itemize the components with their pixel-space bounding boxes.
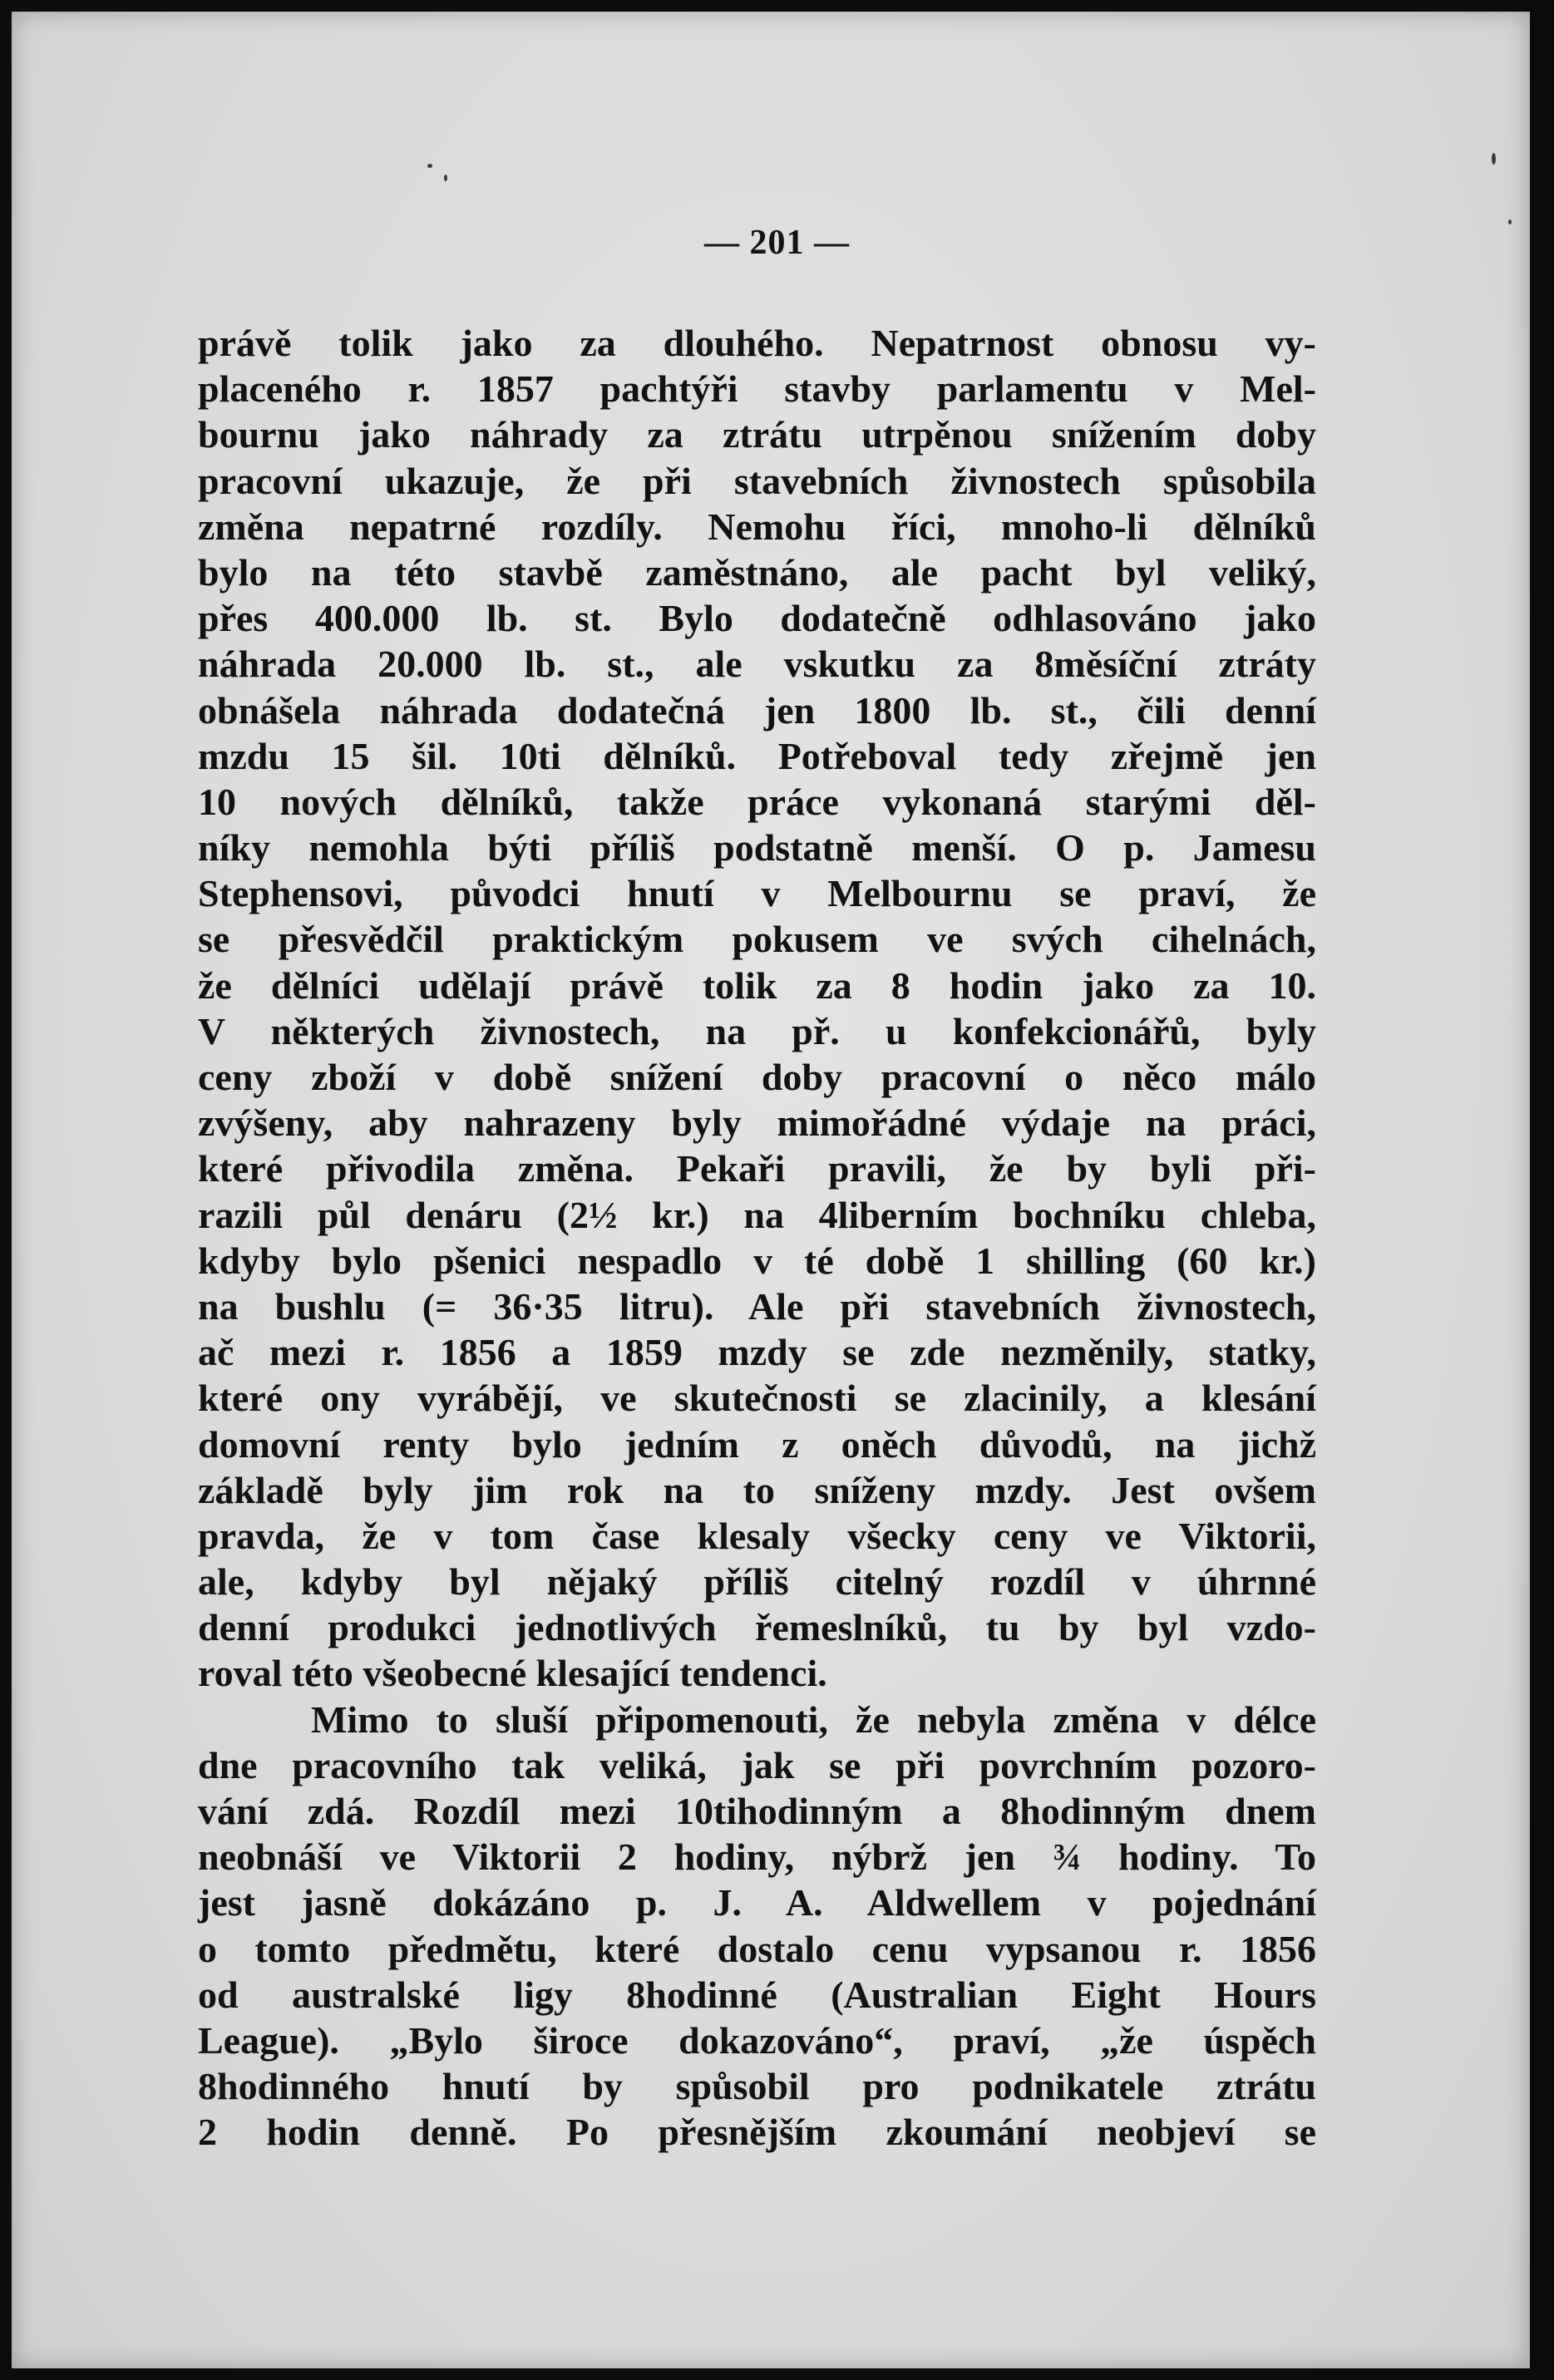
text-line: ale, kdyby byl nějaký příliš citelný rozdíl v úhrnné [198, 1560, 1316, 1604]
text-line: zvýšeny, aby nahrazeny byly mimořádné výdaje na práci, [198, 1101, 1316, 1145]
text-line: roval této všeobecné klesající tendenci. [198, 1652, 827, 1695]
text-line: ceny zboží v době snížení doby pracovní o něco málo [198, 1056, 1316, 1098]
text-line: 8hodinného hnutí by spůsobil pro podnikatele ztrátu [198, 2065, 1316, 2108]
text-line: změna nepatrné rozdíly. Nemohu říci, mnoho-li dělníků [198, 505, 1316, 548]
ink-speck [1492, 153, 1496, 165]
text-line: na bushlu (= 36·35 litru). Ale při stavebních živnostech, [198, 1284, 1316, 1328]
text-line: bylo na této stavbě zaměstnáno, ale pacht byl veliký, [198, 550, 1316, 594]
text-line: které ony vyrábějí, ve skutečnosti se zlacinily, a klesání [198, 1377, 1316, 1420]
text-line: 10 nových dělníků, takže práce vykonaná starými děl- [198, 780, 1316, 823]
text-line: razili půl denáru (2½ kr.) na 4liberním bochníku chleba, [198, 1193, 1316, 1236]
text-line: náhrada 20.000 lb. st., ale vskutku za 8měsíční ztráty [198, 643, 1316, 686]
text-line: níky nemohla býti příliš podstatně menší. O p. Jamesu [198, 826, 1316, 870]
body-text [198, 320, 1316, 2156]
text-line: League). „Bylo široce dokazováno“, praví, „že úspěch [198, 2018, 1316, 2062]
text-line: o tomto předmětu, které dostalo cenu vypsanou r. 1856 [198, 1927, 1316, 1970]
text-line: právě tolik jako za dlouhého. Nepatrnost obnosu vy- [198, 322, 1316, 364]
text-line: Mimo to sluší připomenouti, že nebyla změna v délce [311, 1698, 1316, 1741]
text-line: vání zdá. Rozdíl mezi 10tihodinným a 8hodinným dnem [198, 1790, 1316, 1832]
page-number: — 201 — [704, 224, 850, 262]
text-line: domovní renty bylo jedním z oněch důvodů, na jichž [198, 1422, 1316, 1466]
text-line: pracovní ukazuje, že při stavebních živnostech spůsobila [198, 459, 1316, 502]
ink-speck [444, 175, 447, 181]
text-line: pravda, že v tom čase klesaly všecky ceny ve Viktorii, [198, 1514, 1316, 1557]
text-line: Stephensovi, původci hnutí v Melbournu se praví, že [198, 872, 1316, 915]
text-line: denní produkci jednotlivých řemeslníků, tu by byl vzdo- [198, 1606, 1316, 1649]
text-line: bournu jako náhrady za ztrátu utrpěnou snížením doby [198, 413, 1316, 456]
text-line: se přesvědčil praktickým pokusem ve svých cihelnách, [198, 918, 1316, 961]
text-line: že dělníci udělají právě tolik za 8 hodin jako za 10. [198, 963, 1316, 1007]
text-line: základě byly jim rok na to sníženy mzdy. Jest ovšem [198, 1468, 1316, 1511]
text-line: od australské ligy 8hodinné (Australian Eight Hours [198, 1973, 1316, 2016]
text-line: které přivodila změna. Pekaři pravili, že by byli při- [198, 1147, 1316, 1190]
text-line: 2 hodin denně. Po přesnějším zkoumání neobjeví se [198, 2111, 1316, 2154]
text-line: ač mezi r. 1856 a 1859 mzdy se zde nezměnily, statky, [198, 1331, 1316, 1374]
text-line: obnášela náhrada dodatečná jen 1800 lb. st., čili denní [198, 688, 1316, 732]
text-line: jest jasně dokázáno p. J. A. Aldwellem v pojednání [198, 1881, 1316, 1924]
ink-speck [427, 164, 432, 168]
text-line: kdyby bylo pšenici nespadlo v té době 1 shilling (60 kr.) [198, 1239, 1316, 1282]
text-line: přes 400.000 lb. st. Bylo dodatečně odhlasováno jako [198, 597, 1316, 640]
text-line: neobnáší ve Viktorii 2 hodiny, nýbrž jen ¾ hodiny. To [198, 1836, 1316, 1879]
text-line: mzdu 15 šil. 10ti dělníků. Potřeboval tedy zřejmě jen [198, 734, 1316, 777]
text-line: dne pracovního tak veliká, jak se při povrchním pozoro- [198, 1743, 1316, 1786]
text-line: placeného r. 1857 pachtýři stavby parlamentu v Mel- [198, 367, 1316, 411]
text-line: V některých živnostech, na př. u konfekcionářů, byly [198, 1009, 1316, 1052]
